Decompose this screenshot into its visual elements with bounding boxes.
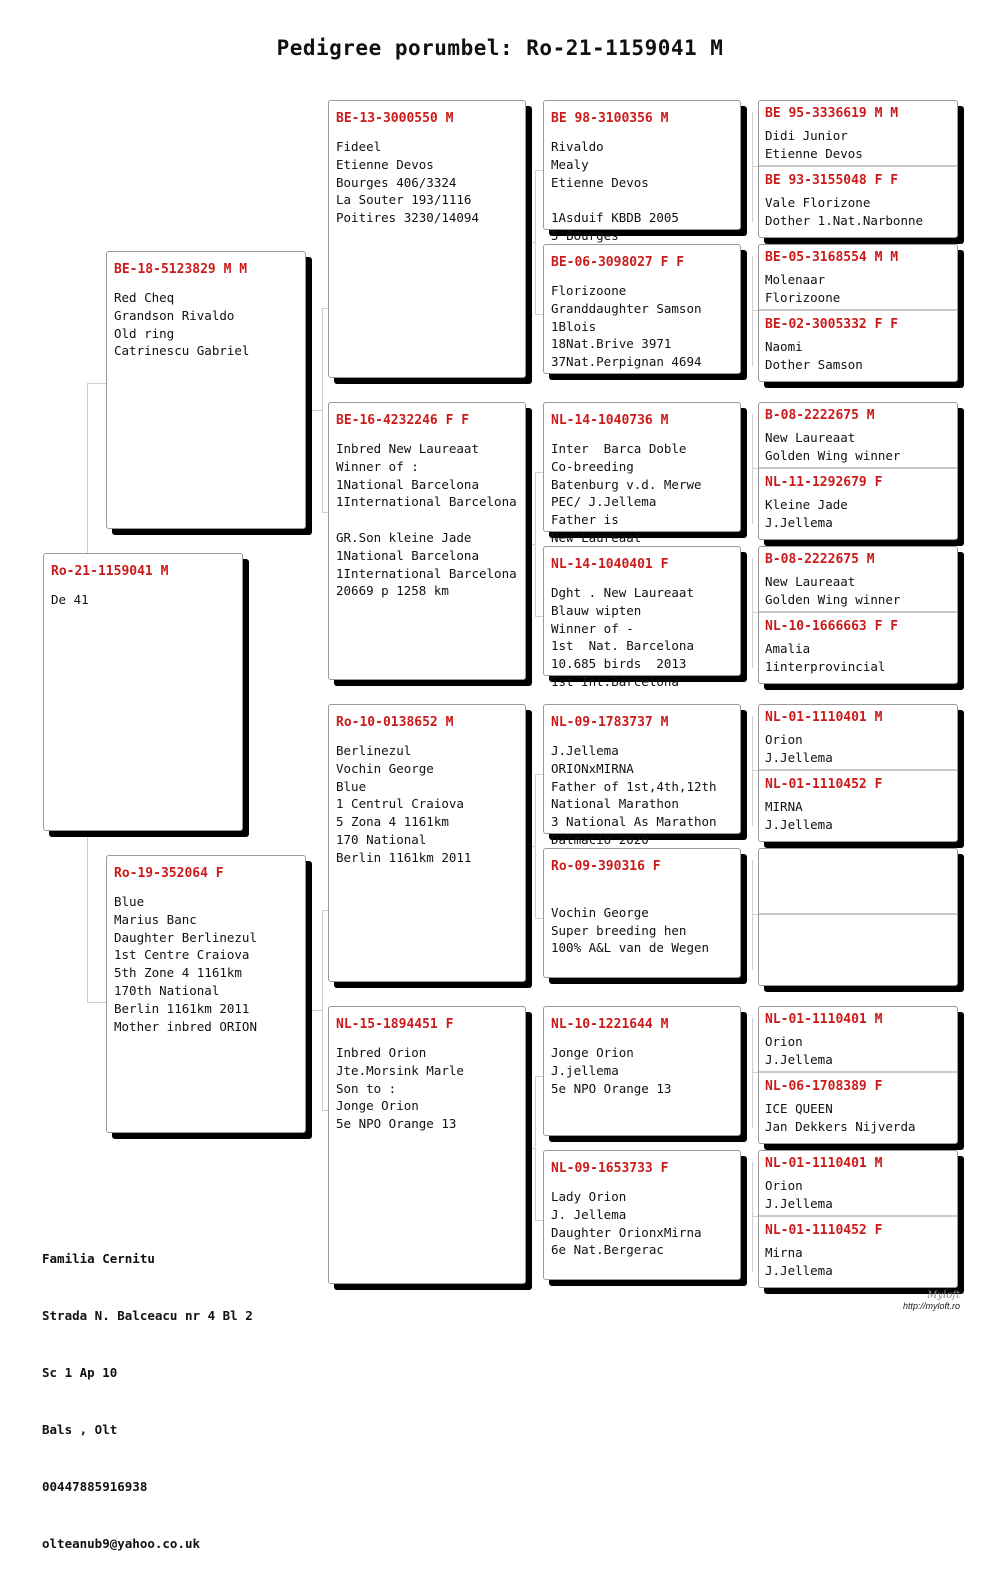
- pigeon-notes: [551, 584, 733, 691]
- ancestor-pair-card[interactable]: [758, 1006, 958, 1144]
- ring-number: [765, 921, 951, 937]
- pigeon-note-line: Dother 1.Nat.Narbonne: [765, 213, 924, 228]
- pigeon-note-line: Co-breeding: [551, 458, 634, 474]
- pigeon-note-line: Dalmacio 2020: [551, 831, 649, 847]
- connector-line: [528, 1148, 535, 1149]
- connector-line: [752, 414, 753, 524]
- pigeon-notes: [336, 440, 518, 600]
- breeder-apartment: Sc 1 Ap 10: [42, 1365, 118, 1380]
- pigeon-note-line: National Marathon: [551, 796, 679, 812]
- dam-entry: [759, 772, 957, 842]
- pigeon-notes: [765, 640, 951, 676]
- sire-entry: [759, 101, 957, 167]
- sire-entry: [759, 245, 957, 311]
- pigeon-note-line: 1National Barcelona: [336, 476, 479, 492]
- pigeon-note-line: Etienne Devos: [765, 146, 863, 161]
- ring-number: NL-09-1783737 M: [551, 715, 669, 730]
- pigeon-notes: [51, 591, 235, 609]
- breeder-town: Bals , Olt: [42, 1422, 118, 1437]
- pigeon-note-line: Inter Barca Doble: [551, 441, 687, 456]
- pigeon-note-line: Vochin George: [551, 904, 649, 920]
- pigeon-note-line: Mealy: [551, 156, 589, 172]
- connector-line: [528, 242, 535, 243]
- pigeon-note-line: Etienne Devos: [551, 174, 649, 190]
- pigeon-notes: [765, 1177, 951, 1213]
- pigeon-note-line: Rivaldo: [551, 139, 604, 154]
- connector-line: [306, 1010, 322, 1011]
- pigeon-note-line: Naomi: [765, 339, 803, 354]
- pigeon-note-line: Vale Florizone: [765, 195, 871, 210]
- pigeon-note-line: 20669 p 1258 km: [336, 583, 449, 599]
- connector-line: [535, 1076, 536, 1220]
- pigeon-notes: [765, 1244, 951, 1280]
- pigeon-note-line: 1interprovincial: [765, 659, 886, 674]
- pigeon-note-line: 10.685 birds 2013: [551, 656, 687, 672]
- pigeon-note-line: 1International Barcelona: [336, 565, 517, 581]
- connector-line: [322, 308, 323, 512]
- pigeon-note-line: Granddaughter Samson: [551, 300, 702, 316]
- pigeon-notes: [551, 440, 733, 547]
- pigeon-notes: [765, 1033, 951, 1069]
- dam-entry: [759, 470, 957, 540]
- connector-line: [535, 1076, 543, 1077]
- pigeon-notes: [765, 127, 951, 163]
- ring-number: BE-05-3168554 M M: [765, 250, 899, 265]
- pigeon-note-line: Orion: [765, 1034, 803, 1049]
- pigeon-note-line: Father is: [551, 512, 619, 528]
- pigeon-note-line: Florizoone: [765, 290, 841, 305]
- pigeon-note-line: Jonge Orion: [336, 1098, 419, 1114]
- pigeon-note-line: 18Nat.Brive 3971: [551, 336, 672, 352]
- myloft-link[interactable]: http://myloft.ro: [902, 1301, 960, 1311]
- pigeon-note-line: J.Jellema: [551, 743, 619, 758]
- connector-line: [752, 1162, 753, 1272]
- pigeon-note-line: J.Jellema: [765, 1263, 833, 1278]
- pigeon-note-line: 3 National As Marathon: [551, 814, 717, 830]
- pigeon-note-line: Kleine Jade: [765, 497, 848, 512]
- ring-number: NL-01-1110452 F: [765, 1223, 883, 1238]
- connector-line: [528, 544, 535, 545]
- connector-line: [752, 1018, 753, 1128]
- ring-number: NL-09-1653733 F: [551, 1161, 669, 1176]
- pigeon-card[interactable]: [543, 1006, 741, 1136]
- connector-line: [535, 170, 543, 171]
- pigeon-note-line: Catrinescu Gabriel: [114, 343, 250, 359]
- pigeon-note-line: J.Jellema: [765, 1196, 833, 1211]
- ring-number: BE-06-3098027 F F: [551, 255, 685, 270]
- pigeon-note-line: Florizoone: [551, 283, 627, 298]
- ring-number: NL-01-1110452 F: [765, 777, 883, 792]
- pigeon-notes: [551, 886, 733, 957]
- pigeon-note-line: New Laureaat: [551, 529, 642, 545]
- pigeon-note-line: J. Jellema: [551, 1206, 627, 1222]
- pigeon-notes: [551, 282, 733, 371]
- pigeon-note-line: J.Jellema: [765, 515, 833, 530]
- ring-number: NL-06-1708389 F: [765, 1079, 883, 1094]
- pigeon-card[interactable]: [106, 855, 306, 1133]
- sire-entry: [759, 1151, 957, 1217]
- pigeon-card[interactable]: [43, 553, 243, 831]
- pigeon-note-line: Bourges 406/3324: [336, 174, 457, 190]
- pigeon-note-line: Daughter Berlinezul: [114, 929, 257, 945]
- pigeon-note-line: ICE QUEEN: [765, 1101, 833, 1116]
- pigeon-note-line: Amalia: [765, 641, 811, 656]
- pigeon-note-line: Poitires 3230/14094: [336, 210, 479, 226]
- pigeon-notes: [765, 429, 951, 465]
- pigeon-note-line: New Laureaat: [765, 574, 856, 589]
- connector-line: [87, 1002, 106, 1003]
- ring-number: NL-01-1110401 M: [765, 1012, 883, 1027]
- pigeon-notes: [765, 1100, 951, 1136]
- pigeon-note-line: 1National Barcelona: [336, 547, 479, 563]
- sire-entry: [759, 849, 957, 915]
- pigeon-note-line: 6e Nat.Bergerac: [551, 1242, 664, 1258]
- pigeon-notes: [336, 138, 518, 227]
- dam-entry: [759, 1218, 957, 1288]
- connector-line: [535, 616, 543, 617]
- pigeon-card[interactable]: [106, 251, 306, 529]
- pigeon-notes: [551, 742, 733, 849]
- pigeon-note-line: J.Jellema: [765, 1052, 833, 1067]
- pigeon-note-line: [336, 511, 518, 529]
- pigeon-note-line: 5 Bourges: [551, 227, 619, 243]
- pigeon-note-line: Berlin 1161km 2011: [336, 849, 472, 865]
- breeder-contact: [42, 1211, 253, 1572]
- connector-line: [535, 170, 536, 314]
- ring-number: Ro-09-390316 F: [551, 859, 661, 874]
- pigeon-notes: [114, 893, 298, 1035]
- ring-number: [765, 854, 951, 870]
- pigeon-note-line: 1 Centrul Craiova: [336, 796, 464, 812]
- pigeon-note-line: 37Nat.Perpignan 4694: [551, 354, 702, 370]
- pigeon-notes: [765, 271, 951, 307]
- pigeon-notes: [551, 1188, 733, 1259]
- breeder-name: Familia Cernitu: [42, 1251, 155, 1266]
- pigeon-note-line: Vochin George: [336, 760, 434, 776]
- pigeon-note-line: Lady Orion: [551, 1189, 627, 1204]
- connector-line: [752, 558, 753, 668]
- pigeon-note-line: La Souter 193/1116: [336, 192, 472, 208]
- ring-number: BE-02-3005332 F F: [765, 317, 899, 332]
- pigeon-note-line: Etienne Devos: [336, 156, 434, 172]
- pigeon-card[interactable]: [543, 546, 741, 689]
- ring-number: Ro-21-1159041 M: [51, 564, 169, 579]
- myloft-stamp: [890, 1290, 960, 1311]
- pigeon-note-line: Didi Junior: [765, 128, 848, 143]
- pigeon-note-line: 5 Zona 4 1161km: [336, 814, 449, 830]
- pigeon-note-line: 1Asduif KBDB 2005: [551, 210, 679, 226]
- pigeon-note-line: 170 National: [336, 831, 427, 847]
- dam-entry: [759, 916, 957, 986]
- pigeon-note-line: Marius Banc: [114, 911, 197, 927]
- ancestor-pair-card[interactable]: [758, 100, 958, 238]
- ring-number: Ro-19-352064 F: [114, 866, 224, 881]
- connector-line: [535, 774, 543, 775]
- ring-number: BE 95-3336619 M M: [765, 106, 899, 121]
- pigeon-note-line: 1st Int.Barcelona: [551, 673, 679, 689]
- pigeon-notes: [765, 798, 951, 834]
- pigeon-card[interactable]: [543, 704, 741, 847]
- ancestor-pair-card[interactable]: [758, 848, 958, 986]
- ancestor-pair-card[interactable]: [758, 244, 958, 382]
- pigeon-note-line: Winner of :: [336, 458, 419, 474]
- pigeon-note-line: De 41: [51, 592, 89, 607]
- signature-logo: Myloft: [927, 1290, 960, 1301]
- pigeon-card[interactable]: [543, 848, 741, 978]
- connector-line: [535, 918, 543, 919]
- ring-number: B-08-2222675 M: [765, 408, 875, 423]
- pigeon-note-line: 5e NPO Orange 13: [551, 1080, 672, 1096]
- pigeon-note-line: Daughter OrionxMirna: [551, 1224, 702, 1240]
- pigeon-note-line: [551, 886, 733, 904]
- ring-number: NL-15-1894451 F: [336, 1017, 454, 1032]
- sire-entry: [759, 547, 957, 613]
- pigeon-note-line: Dght . New Laureaat: [551, 585, 694, 600]
- pigeon-note-line: Orion: [765, 732, 803, 747]
- pigeon-note-line: MIRNA: [765, 799, 803, 814]
- connector-line: [752, 716, 753, 826]
- ring-number: BE-18-5123829 M M: [114, 262, 248, 277]
- pigeon-note-line: Inbred New Laureaat: [336, 441, 479, 456]
- pigeon-card[interactable]: [328, 704, 526, 982]
- connector-line: [752, 860, 753, 970]
- connector-line: [752, 112, 753, 222]
- pigeon-note-line: Mirna: [765, 1245, 803, 1260]
- ring-number: BE-16-4232246 F F: [336, 413, 470, 428]
- ring-number: NL-01-1110401 M: [765, 710, 883, 725]
- pigeon-card[interactable]: [328, 1006, 526, 1284]
- ring-number: BE 98-3100356 M: [551, 111, 669, 126]
- pigeon-notes: [765, 731, 951, 767]
- connector-line: [528, 846, 535, 847]
- sire-entry: [759, 403, 957, 469]
- connector-line: [322, 910, 323, 1110]
- breeder-phone: 00447885916938: [42, 1479, 148, 1494]
- pigeon-note-line: Fideel: [336, 139, 382, 154]
- pigeon-note-line: Blauw wipten: [551, 602, 642, 618]
- ring-number: NL-10-1666663 F F: [765, 619, 899, 634]
- pigeon-note-line: Winner of -: [551, 620, 634, 636]
- pigeon-note-line: J.Jellema: [765, 817, 833, 832]
- pigeon-note-line: Jonge Orion: [551, 1045, 634, 1060]
- ancestor-pair-card[interactable]: [758, 402, 958, 540]
- pigeon-note-line: Golden Wing winner: [765, 592, 901, 607]
- connector-line: [752, 256, 753, 366]
- pigeon-note-line: Blue: [114, 894, 145, 909]
- ring-number: Ro-10-0138652 M: [336, 715, 454, 730]
- ancestor-pair-card[interactable]: [758, 704, 958, 842]
- pigeon-note-line: Orion: [765, 1178, 803, 1193]
- pigeon-note-line: Dother Samson: [765, 357, 863, 372]
- pigeon-note-line: Son to :: [336, 1080, 397, 1096]
- sire-entry: [759, 1007, 957, 1073]
- pigeon-note-line: Batenburg v.d. Merwe: [551, 476, 702, 492]
- pigeon-note-line: Super breeding hen: [551, 922, 687, 938]
- pigeon-note-line: 1st Nat. Barcelona: [551, 638, 694, 654]
- pigeon-card[interactable]: [543, 244, 741, 374]
- pigeon-note-line: PEC/ J.Jellema: [551, 494, 657, 510]
- pigeon-note-line: J.jellema: [551, 1062, 619, 1078]
- pigeon-note-line: Red Cheq: [114, 290, 175, 305]
- connector-line: [535, 472, 543, 473]
- pigeon-note-line: Berlin 1161km 2011: [114, 1000, 250, 1016]
- ring-number: NL-11-1292679 F: [765, 475, 883, 490]
- dam-entry: [759, 168, 957, 238]
- pigeon-note-line: Blue: [336, 778, 367, 794]
- ring-number: B-08-2222675 M: [765, 552, 875, 567]
- pigeon-note-line: 5th Zone 4 1161km: [114, 965, 242, 981]
- sire-entry: [759, 705, 957, 771]
- ring-number: NL-14-1040401 F: [551, 557, 669, 572]
- pigeon-note-line: Golden Wing winner: [765, 448, 901, 463]
- connector-line: [535, 774, 536, 918]
- pigeon-note-line: Molenaar: [765, 272, 826, 287]
- pigeon-note-line: 1st Centre Craiova: [114, 947, 250, 963]
- pigeon-note-line: [551, 191, 733, 209]
- pigeon-note-line: Berlinezul: [336, 743, 412, 758]
- dam-entry: [759, 1074, 957, 1144]
- pigeon-note-line: GR.Son kleine Jade: [336, 529, 472, 545]
- pigeon-card[interactable]: [543, 100, 741, 243]
- connector-line: [306, 410, 322, 411]
- ancestor-pair-card[interactable]: [758, 546, 958, 684]
- ring-number: BE 93-3155048 F F: [765, 173, 899, 188]
- pigeon-note-line: 100% A&L van de Wegen: [551, 940, 710, 956]
- pigeon-note-line: 1Blois: [551, 318, 597, 334]
- pigeon-note-line: J.Jellema: [765, 750, 833, 765]
- pigeon-notes: [336, 1044, 518, 1133]
- page-title: Pedigree porumbel: Ro-21-1159041 M: [276, 36, 724, 60]
- connector-line: [535, 472, 536, 616]
- pigeon-note-line: Mother inbred ORION: [114, 1018, 257, 1034]
- pigeon-note-line: Grandson Rivaldo: [114, 307, 235, 323]
- ancestor-pair-card[interactable]: [758, 1150, 958, 1288]
- pigeon-notes: [765, 573, 951, 609]
- pigeon-notes: [114, 289, 298, 360]
- connector-line: [535, 314, 543, 315]
- pigeon-note-line: 1International Barcelona: [336, 494, 517, 510]
- pigeon-notes: [336, 742, 518, 867]
- pigeon-notes: [551, 138, 733, 245]
- pigeon-note-line: Father of 1st,4th,12th: [551, 778, 717, 794]
- dam-entry: [759, 312, 957, 382]
- pigeon-notes: [765, 338, 951, 374]
- pigeon-note-line: 5e NPO Orange 13: [336, 1116, 457, 1132]
- connector-line: [535, 1220, 543, 1221]
- ring-number: NL-01-1110401 M: [765, 1156, 883, 1171]
- pigeon-card[interactable]: [543, 402, 741, 545]
- pigeon-notes: [551, 1044, 733, 1097]
- connector-line: [87, 383, 106, 384]
- pigeon-note-line: New Laureaat: [765, 430, 856, 445]
- ring-number: NL-14-1040736 M: [551, 413, 669, 428]
- pigeon-note-line: 170th National: [114, 982, 220, 998]
- pigeon-note-line: Inbred Orion: [336, 1045, 427, 1060]
- pigeon-card[interactable]: [328, 100, 526, 378]
- pigeon-notes: [765, 496, 951, 532]
- pigeon-card[interactable]: [328, 402, 526, 680]
- dam-entry: [759, 614, 957, 684]
- pigeon-note-line: Jan Dekkers Nijverda: [765, 1119, 916, 1134]
- breeder-street: Strada N. Balceacu nr 4 Bl 2: [42, 1308, 253, 1323]
- breeder-email: olteanub9@yahoo.co.uk: [42, 1536, 201, 1551]
- pigeon-note-line: ORIONxMIRNA: [551, 760, 634, 776]
- pigeon-note-line: Old ring: [114, 325, 175, 341]
- ring-number: BE-13-3000550 M: [336, 111, 454, 126]
- pigeon-notes: [765, 194, 951, 230]
- pigeon-card[interactable]: [543, 1150, 741, 1280]
- pigeon-note-line: Jte.Morsink Marle: [336, 1062, 464, 1078]
- ring-number: NL-10-1221644 M: [551, 1017, 669, 1032]
